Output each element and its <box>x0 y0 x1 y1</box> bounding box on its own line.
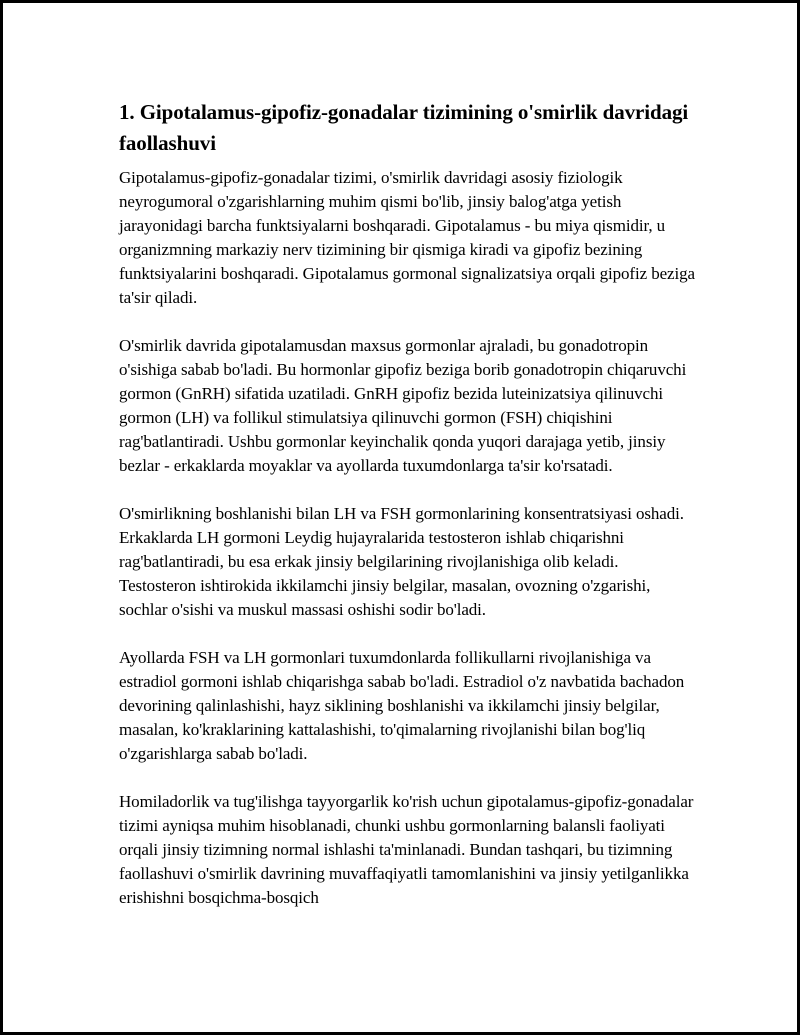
paragraph-4: Ayollarda FSH va LH gormonlari tuxumdonlarda follikullarni rivojlanishiga va estradiol gormoni ishlab chiqarishga sabab bo'ladi. Estradiol o'z navbatida bachadon devorining qalinlashishi, hayz siklining boshlanishi va ikkilamchi jinsiy belgilar, masalan, ko'kraklarining kattalashishi, to'qimalarning rivojlanishi bilan bog'liq o'zgarishlarga sabab bo'ladi. <box>119 648 685 763</box>
paragraph-2: O'smirlik davrida gipotalamusdan maxsus gormonlar ajraladi, bu gonadotropin o'sishiga sabab bo'ladi. Bu hormonlar gipofiz beziga borib gonadotropin chiqaruvchi gormon (GnRH) sifatida uzatiladi. GnRH gipofiz bezida luteinizatsiya qilinuvchi gormon (LH) va follikul stimulatsiya qilinuvchi gormon (FSH) chiqishini rag'batlantiradi. Ushbu gormonlar keyinchalik qonda yuqori darajaga yetib, jinsiy bezlar - erkaklarda moyaklar va ayollarda tuxumdonlarga ta'sir ko'rsatadi. <box>119 336 687 475</box>
document-body <box>119 97 699 934</box>
paragraph-1: Gipotalamus-gipofiz-gonadalar tizimi, o'smirlik davridagi asosiy fiziologik neyrogumoral o'zgarishlarning muhim qismi bo'lib, jinsiy balog'atga yetish jarayonidagi barcha funktsiyalarni boshqaradi. Gipotalamus - bu miya qismidir, u organizmning markaziy nerv tizimining bir qismiga kiradi va gipofiz bezining funktsiyalarini boshqaradi. Gipotalamus gormonal signalizatsiya orqali gipofiz beziga ta'sir qiladi. <box>119 168 695 307</box>
paragraph-5: Homiladorlik va tug'ilishga tayyorgarlik ko'rish uchun gipotalamus-gipofiz-gonadalar tizimi ayniqsa muhim hisoblanadi, chunki ushbu gormonlarning balansli faoliyati orqali jinsiy tizimning normal ishlashi ta'minlanadi. Bundan tashqari, bu tizimning faollashuvi o'smirlik davrining muvaffaqiyatli tamomlanishini va jinsiy yetilganlikka erishishni bosqichma-bosqich <box>119 792 694 907</box>
paragraph-3: O'smirlikning boshlanishi bilan LH va FSH gormonlarining konsentratsiyasi oshadi. Erkaklarda LH gormoni Leydig hujayralarida testosteron ishlab chiqarishni rag'batlantiradi, bu esa erkak jinsiy belgilarining rivojlanishiga olib keladi. Testosteron ishtirokida ikkilamchi jinsiy belgilar, masalan, ovozning o'zgarishi, sochlar o'sishi va muskul massasi oshishi sodir bo'ladi. <box>119 504 684 619</box>
section-heading: 1. Gipotalamus-gipofiz-gonadalar tizimining o'smirlik davridagi faollashuvi <box>119 100 689 155</box>
